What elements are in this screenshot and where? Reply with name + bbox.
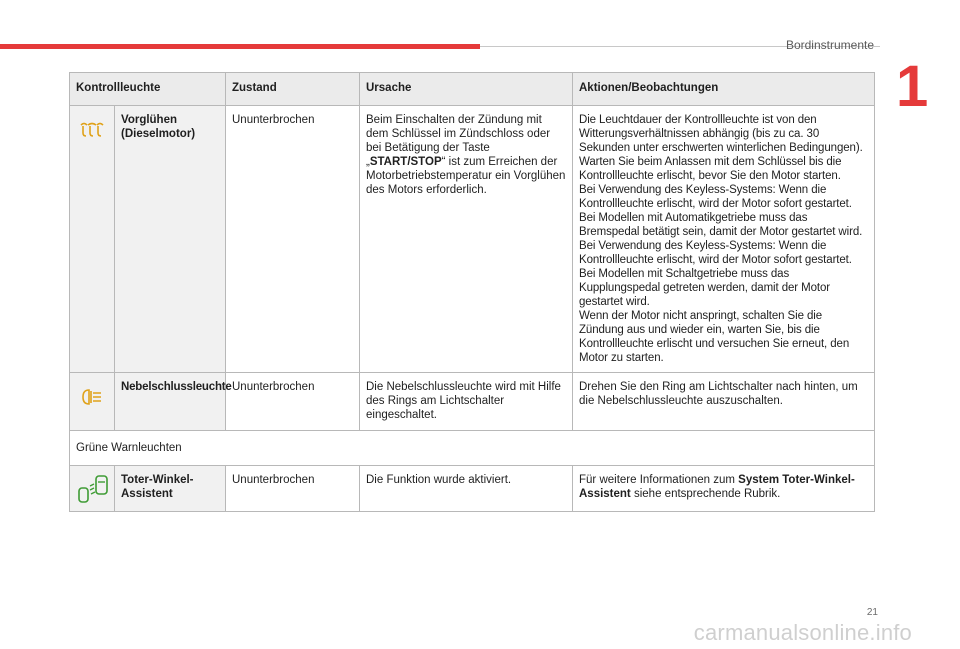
row-name: Vorglühen (Dieselmotor) <box>115 106 226 373</box>
glow-plug-icon <box>70 106 115 373</box>
col-header-zustand: Zustand <box>226 73 360 106</box>
watermark: carmanualsonline.info <box>693 620 912 645</box>
table-row <box>70 106 875 373</box>
row-action <box>573 106 875 373</box>
section-title: Bordinstrumente <box>785 38 874 52</box>
action-line: Bei Verwendung des Keyless-Systems: Wenn die Kontrollleuchte erlischt, wird der Motor sofort gestartet. <box>579 184 852 210</box>
action-line: Bei Modellen mit Schaltgetriebe muss das Kupplungspedal getreten werden, damit der Motor gestartet wird. <box>579 268 831 308</box>
row-name: Nebelschlussleuchte <box>115 373 226 431</box>
col-header-kontrollleuchte: Kontrollleuchte <box>70 73 226 106</box>
header-red-bar <box>0 44 480 49</box>
action-line: Bei Modellen mit Automatikgetriebe muss das Bremspedal betätigt sein, damit der Motor gestartet wird. <box>579 212 863 238</box>
action-line: Wenn der Motor nicht anspringt, schalten Sie die Zündung aus und wieder ein, warten Sie, bis die Kontrollleuchte erlischt und versuchen Sie erneut, den Motor zu starten. <box>579 310 850 364</box>
row-cause: Die Funktion wurde aktiviert. <box>360 466 573 512</box>
action-line: Warten Sie beim Anlassen mit dem Schlüssel bis die Kontrollleuchte erlischt, bevor Sie den Motor starten. <box>579 156 842 182</box>
action-line: Die Leuchtdauer der Kontrollleuchte ist von den Witterungsverhältnissen abhängig (bis zu ca. 30 Sekunden unter erschwerten winterlichen Bedingungen). <box>579 114 863 154</box>
start-stop-label: START/STOP <box>369 156 442 168</box>
rear-fog-lamp-icon <box>70 373 115 431</box>
row-state: Ununterbrochen <box>226 106 360 373</box>
group-row <box>70 431 875 466</box>
warning-lights-table <box>69 72 875 512</box>
blind-spot-icon <box>70 466 115 512</box>
table-row <box>70 373 875 431</box>
row-cause-text: Beim Einschalten der Zündung mit dem Schlüssel im Zündschloss oder bei Betätigung der Taste „START/STOP“ ist zum Erreichen der Motorbetriebstemperatur ein Vorglühen des Motors erforderlich. <box>366 114 566 196</box>
row-name: Toter-Winkel-Assistent <box>115 466 226 512</box>
action-suffix: siehe entsprechende Rubrik. <box>633 488 781 500</box>
row-action: Drehen Sie den Ring am Lichtschalter nach hinten, um die Nebelschlussleuchte auszuschalten. <box>573 373 875 431</box>
action-prefix: Für weitere Informationen zum <box>579 474 735 486</box>
table-header-row <box>70 73 875 106</box>
row-cause <box>360 106 573 373</box>
col-header-aktionen: Aktionen/Beobachtungen <box>573 73 875 106</box>
table-row <box>70 466 875 512</box>
row-cause: Die Nebelschlussleuchte wird mit Hilfe des Rings am Lichtschalter eingeschaltet. <box>360 373 573 431</box>
row-state: Ununterbrochen <box>226 466 360 512</box>
action-line: Bei Verwendung des Keyless-Systems: Wenn die Kontrollleuchte erlischt, wird der Motor sofort gestartet. <box>579 240 852 266</box>
row-action <box>573 466 875 512</box>
col-header-ursache: Ursache <box>360 73 573 106</box>
chapter-number: 1 <box>896 54 929 119</box>
group-label: Grüne Warnleuchten <box>70 431 875 466</box>
row-state: Ununterbrochen <box>226 373 360 431</box>
action-link-text: System Toter-Winkel-Assistent <box>579 474 855 500</box>
page-number: 21 <box>866 607 878 618</box>
